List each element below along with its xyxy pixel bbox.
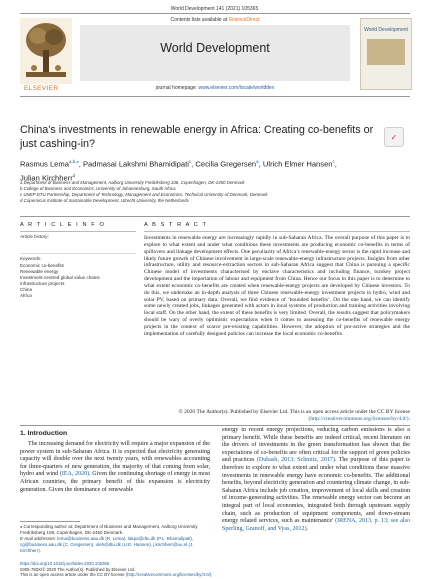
author-name[interactable]: , Cecilia Gregersen	[191, 159, 257, 169]
footnote-emails	[20, 536, 210, 554]
affiliation-marker[interactable]: a,b,	[68, 159, 77, 164]
elsevier-tree-logo-icon[interactable]	[20, 18, 72, 84]
author-name[interactable]: Rasmus Lema	[20, 159, 69, 169]
body-text: . The purpose of this paper is therefore to explore to what extent and under what conditions these massive investments in renewable energy have economic co-benefits. The additional benefits, beyond electricity generation and countering climate change, in sub-Saharan Africa include job creation, improvement of local skills and creation of income-generating activities. The renewable energy sector can become an integral part of local economies, integrated both through upstream supply chain, such as production of equipment components, and down-stream energy related services, such as maintenance'	[222, 457, 411, 525]
intro-right-column	[222, 427, 410, 533]
divider	[20, 216, 410, 217]
footer-license-link[interactable]: (http://creativecommons.org/licenses/by/4.0/).	[125, 572, 213, 578]
abstract-text: Investments in renewable energy are increasingly rapidly in sub-Saharan Africa. The overall purpose of this paper is to explore to what extent and under what conditions these investments are producing economic co-benefits in terms of spillovers and linkage development effects. One peculiarity of Africa’s renewable-energy sector is the rapid increase and likely future growth of Chinese involvement in large-scale renewable-energy infrastructure projects. Insights from other infrastructure, utility and resource-extraction sectors in sub-Saharan Africa suggest that China is pursuing a specific Chinese model of investments characterised by enclave characteristics and including finance, turnkey project development and the importation of labour and equipment from China. Hence our focus in this paper is to determine to what extent economic co-benefits are created when renewable-energy projects are developed by Chinese investors. To do this, we undertake an in-depth analysis of three Chinese renewable-energy investment projects in hydro, wind and solar PV, based on primary data. Overall, we find evidence of ‘bounded benefits’. On the one hand, we can identify some newly created jobs, linkages generated with actors in local systems of production and training activities involving local staff. On the other hand, the extent of these benefits is very limited. Overall, the results suggest that policymakers should be wary of overly optimistic expectations when it comes to assessing the co-benefits of renewable energy projects in the context of scarce pre-existing capabilities. However, the adoption of pro-active strategies and the implementation of carefully designed policies can increase the local economic co-benefits.	[144, 235, 410, 337]
homepage-link[interactable]: www.elsevier.com/locate/worlddev	[198, 85, 275, 91]
footer-license-text: This is an open access article under the CC BY license	[20, 572, 126, 578]
affiliation-marker[interactable]: c	[332, 159, 335, 164]
citation-link[interactable]: (IRENA, 2013, p. 13; see also Sperling, Granoff, and Vyas, 2012)	[222, 518, 410, 532]
cover-artwork	[367, 39, 405, 65]
body-text: energy in recent energy projections, reducing carbon emissions is also a primary benefit. While these benefits are indeed critical, recent literature on the drivers of investments in the green transformation has shown that the expectations of co-benefits are often critical for the support of green policies and practices	[222, 427, 410, 464]
keywords-heading: Keywords:	[20, 256, 42, 261]
affiliation: c UNEP DTU Partnership, Department of Technology, Management and Economics, Technical University of Denmark, Denmark	[20, 192, 268, 197]
body-text: The increasing demand for electricity will require a major expansion of the power system in sub-Saharan Africa. It is expected that electricity generating capacity will double over the next twenty years, with renewables accounting for three-quarters of new generation, the majority of that coming from solar, hydro and wind	[20, 441, 210, 478]
journal-homepage	[80, 85, 350, 91]
author-name[interactable]: Julian Kirchherr	[20, 173, 73, 183]
cover-title: World Development	[364, 27, 408, 33]
elsevier-wordmark: ELSEVIER	[24, 85, 59, 92]
contents-line	[80, 17, 350, 23]
keyword: Investment-centred global value chains	[20, 275, 100, 280]
journal-header	[20, 13, 410, 97]
license-link[interactable]: (http://creativecommons.org/licenses/by/4.0/).	[308, 415, 410, 422]
email-label: E-mail addresses:	[20, 536, 58, 541]
corresponding-author-marker[interactable]: ⁎	[76, 159, 79, 164]
affiliation-marker[interactable]: d	[72, 172, 76, 178]
author-separator: ,	[334, 159, 337, 169]
sciencedirect-link[interactable]: ScienceDirect	[228, 17, 260, 23]
affiliation: b College of Business and Economics, University of Johannesburg, South Africa	[20, 186, 176, 191]
citation-link[interactable]: (Dubash, 2013; Schmitz, 2017)	[256, 457, 335, 464]
body-text: .	[306, 525, 309, 532]
author-list	[20, 156, 410, 183]
footer-license	[20, 572, 400, 578]
homepage-prefix: journal homepage:	[155, 85, 199, 91]
page-footer	[20, 561, 400, 578]
corresponding-author-footnote	[20, 524, 210, 554]
check-for-updates-icon[interactable]: ✓	[384, 127, 404, 147]
journal-title-band	[80, 25, 350, 81]
doi-link[interactable]: https://doi.org/10.1016/j.worlddev.2020.105365	[20, 561, 110, 566]
body-text: . Given the continuing shortage of energy in most African countries, the primary benefit of this expansion is electricity generation. Given the dominance of renewable	[20, 471, 211, 493]
author-name[interactable]: , Ulrich Elmer Hansen	[258, 159, 333, 169]
affiliation: a Department of Business and Management, Aalborg University Fredriksberg 108, Copenhagen, DK-2450 Denmark	[20, 180, 245, 185]
divider	[20, 253, 136, 254]
divider	[20, 425, 410, 426]
keyword: Africa	[20, 293, 32, 298]
email-links[interactable]: lema@business.aau.dk (R. Lema), lakpa@dtu.dk (P.L. Bhamidipati), cg@business.aau.dk (C. Gregersen), uleh@dtu.dk (U.E. Hansen), j.kirchherr@uu.nl (J. Kirchherr).	[20, 536, 194, 553]
author-name[interactable]: , Padmasai Lakshmi Bhamidipati	[78, 159, 189, 169]
keyword: China	[20, 287, 33, 292]
keyword-list	[20, 263, 136, 299]
footnote-divider	[20, 521, 80, 522]
article-info-heading: A R T I C L E I N F O	[20, 222, 106, 228]
article-history-label: Article history:	[20, 234, 49, 239]
citation-link[interactable]: (IEA, 2020)	[59, 471, 90, 478]
affiliation-marker[interactable]: c	[188, 159, 192, 164]
copyright-text: © 2020 The Author(s). Published by Elsevier Ltd. This is an open access article under the CC BY license	[178, 409, 410, 415]
affiliation-list	[20, 180, 410, 204]
journal-reference: World Development 141 (2021) 105365	[170, 6, 259, 12]
abstract-heading: A B S T R A C T	[144, 222, 208, 228]
journal-name: World Development	[160, 41, 270, 55]
abstract-copyright	[144, 409, 410, 423]
divider	[144, 231, 410, 232]
journal-cover-thumbnail[interactable]	[360, 18, 412, 90]
affiliation: d Copernicus Institute of Sustainable Development, Utrecht University, the Netherlands	[20, 198, 189, 203]
affiliation-marker[interactable]: a	[256, 159, 259, 164]
keyword: Economic co-benefits	[20, 263, 64, 268]
contents-prefix: Contents lists available at	[170, 17, 229, 23]
keyword: Renewable energy	[20, 269, 59, 274]
divider	[20, 231, 136, 232]
intro-left-column	[20, 441, 210, 494]
footnote-text: ⁎ Corresponding author at: Department of Business and Management, Aalborg University Fredriksberg 108, Copenhagen, DK-2450 Denmark.	[20, 524, 198, 535]
keyword: Infrastructure projects	[20, 281, 65, 286]
issn-line: 0305-750X/© 2020 The Author(s). Published by Elsevier Ltd.	[20, 566, 136, 572]
section-heading-introduction: 1. Introduction	[20, 430, 68, 437]
article-title: China’s investments in renewable energy in Africa: Creating co-benefits or just cashing-in?	[20, 124, 374, 150]
